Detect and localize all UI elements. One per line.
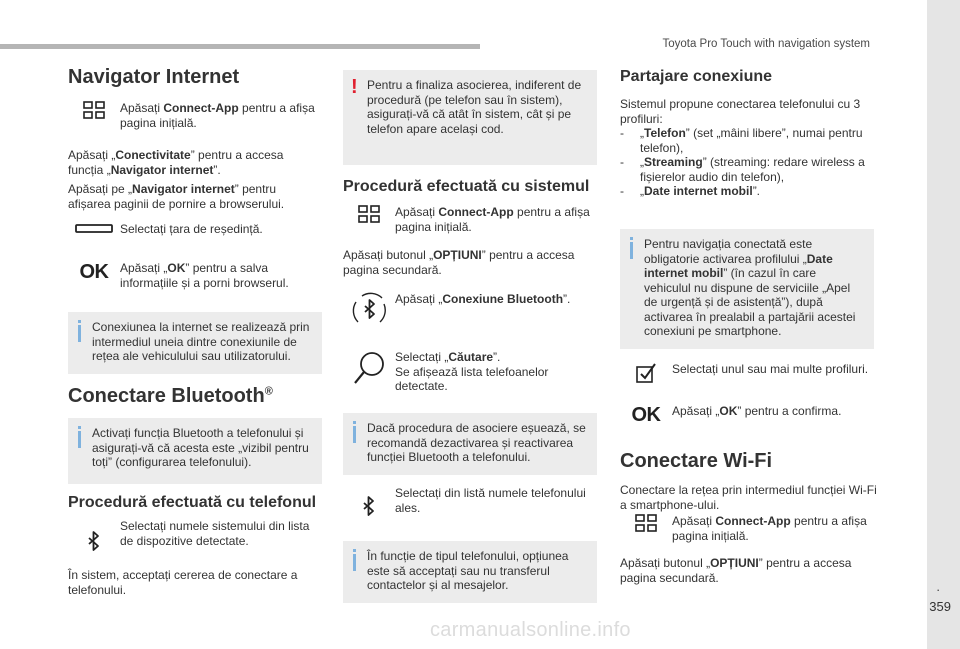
step-bluetooth-connection — [343, 292, 601, 326]
list-item: - „Telefon” (set „mâini libere”, numai pentru telefon), — [620, 126, 863, 155]
para-accept-request: În sistem, acceptați cererea de conectare a telefonului. — [68, 568, 298, 597]
step-select-profiles — [620, 362, 878, 384]
step-connect-app-text: Apăsați Connect-App pentru a afișa pagina inițială. — [120, 101, 315, 130]
step-connect-app — [68, 101, 326, 130]
warning-pairing-code-text: Pentru a finaliza asocierea, indiferent de procedură (pe telefon sau în sistem), asigurați-vă că atât în sistem, cât și pe telefon apare același cod. — [367, 78, 582, 136]
step-select-country-text: Selectați țara de reședință. — [120, 222, 263, 236]
step-select-phone-text: Selectați din listă numele telefonului ales. — [395, 486, 586, 515]
bluetooth-icon — [360, 496, 378, 518]
search-icon — [352, 350, 386, 386]
connect-app-grid-icon — [358, 205, 380, 223]
step-select-system-name-text: Selectați numele sistemului din lista de dispozitive detectate. — [120, 519, 310, 548]
selection-bar-icon — [75, 222, 113, 236]
note-pairing-fails-text: Dacă procedura de asociere eșuează, se recomandă dezactivarea și reactivarea funcției Bluetooth a telefonului. — [367, 421, 586, 464]
title-conectare-bluetooth: Conectare Bluetooth® — [68, 385, 273, 407]
checkbox-icon — [635, 362, 657, 384]
header-rule — [0, 44, 480, 49]
note-activate-bluetooth-text: Activați funcția Bluetooth a telefonului și asigurați-vă că acesta este „vizibil pentru toți” (configurarea telefonului). — [92, 426, 309, 469]
title-navigator-internet: Navigator Internet — [68, 66, 240, 88]
title-conectare-wifi: Conectare Wi-Fi — [620, 450, 773, 472]
step-select-phone — [343, 486, 601, 518]
title-procedura-sistem: Procedură efectuată cu sistemul — [343, 178, 590, 195]
step-search — [343, 350, 601, 394]
step-connect-app-3 — [620, 514, 878, 543]
step-bluetooth-connection-text: Apăsați „Conexiune Bluetooth”. — [395, 292, 571, 306]
step-select-system-name — [68, 519, 326, 553]
profile-list — [620, 126, 878, 199]
note-internet-connection-text: Conexiunea la internet se realizează prin intermediul uneia dintre conexiunile de rețea ale vehiculului sau utilizatorului. — [92, 320, 310, 363]
note-mobile-data-text: Pentru navigația conectată este obligatorie activarea profilului „Date internet mobil” (în cazul în care vehiculul nu dispune de serviciile „Apel de urgență și de asistență”), după activarea în prealabil a partajării acestei conexiuni pe smartphone. — [644, 237, 856, 338]
para-optiuni-2: Apăsați butonul „OPȚIUNI” pentru a accesa pagina secundară. — [620, 556, 852, 585]
bluetooth-icon — [85, 531, 103, 553]
note-internet-connection — [68, 312, 322, 374]
info-icon — [75, 320, 87, 342]
page-edge-strip — [927, 0, 960, 649]
info-icon — [75, 426, 87, 448]
title-procedura-telefon: Procedură efectuată cu telefonul — [68, 494, 317, 511]
para-optiuni: Apăsați butonul „OPȚIUNI” pentru a accesa pagina secundară. — [343, 248, 575, 277]
step-search-text: Selectați „Căutare”. Se afișează lista telefoanelor detectate. — [395, 350, 549, 393]
header-title: Toyota Pro Touch with navigation system — [662, 38, 870, 50]
step-select-country — [68, 222, 326, 237]
info-icon — [627, 237, 639, 259]
note-pairing-fails — [343, 413, 597, 475]
bluetooth-connection-icon — [352, 292, 386, 326]
step-connect-app-2 — [343, 205, 601, 234]
info-icon — [350, 421, 362, 443]
step-select-profiles-text: Selectați unul sau mai multe profiluri. — [672, 362, 869, 376]
para-wifi: Conectare la rețea prin intermediul funcției Wi-Fi a smartphone-ului. — [620, 483, 877, 512]
ok-icon: OK — [79, 261, 109, 283]
para-profiles-intro: Sistemul propune conectarea telefonului cu 3 profiluri: — [620, 97, 861, 126]
note-contacts-transfer — [343, 541, 597, 603]
list-item: - „Streaming” (streaming: redare wireless a fișierelor audio din telefon), — [620, 155, 865, 184]
note-contacts-transfer-text: În funcție de tipul telefonului, opțiunea este să acceptați sau nu transferul contactelor și al mesajelor. — [367, 549, 569, 592]
info-icon — [350, 549, 362, 571]
ok-icon: OK — [631, 404, 661, 426]
step-ok-confirm — [620, 404, 878, 427]
step-ok-save — [68, 261, 326, 290]
title-partajare-conexiune: Partajare conexiune — [620, 68, 773, 85]
list-item: - „Date internet mobil”. — [620, 184, 761, 198]
connect-app-grid-icon — [635, 514, 657, 532]
step-ok-save-text: Apăsați „OK” pentru a salva informațiile și a porni browserul. — [120, 261, 289, 290]
warning-icon: ! — [351, 76, 358, 98]
step-connect-app-2-text: Apăsați Connect-App pentru a afișa pagina inițială. — [395, 205, 590, 234]
note-activate-bluetooth — [68, 418, 322, 484]
connect-app-grid-icon — [83, 101, 105, 119]
watermark: carmanualsonline.info — [430, 619, 631, 641]
step-connect-app-3-text: Apăsați Connect-App pentru a afișa pagina inițială. — [672, 514, 867, 543]
page-number: 359 — [929, 599, 951, 614]
page-dot: . — [936, 579, 940, 594]
para-navigator-internet: Apăsați pe „Navigator internet” pentru afișarea paginii de pornire a browserului. — [68, 182, 285, 211]
warning-pairing-code — [343, 70, 597, 165]
note-mobile-data — [620, 229, 874, 349]
step-ok-confirm-text: Apăsați „OK” pentru a confirma. — [672, 404, 842, 418]
para-conectivitate: Apăsați „Conectivitate” pentru a accesa funcția „Navigator internet”. — [68, 148, 284, 177]
